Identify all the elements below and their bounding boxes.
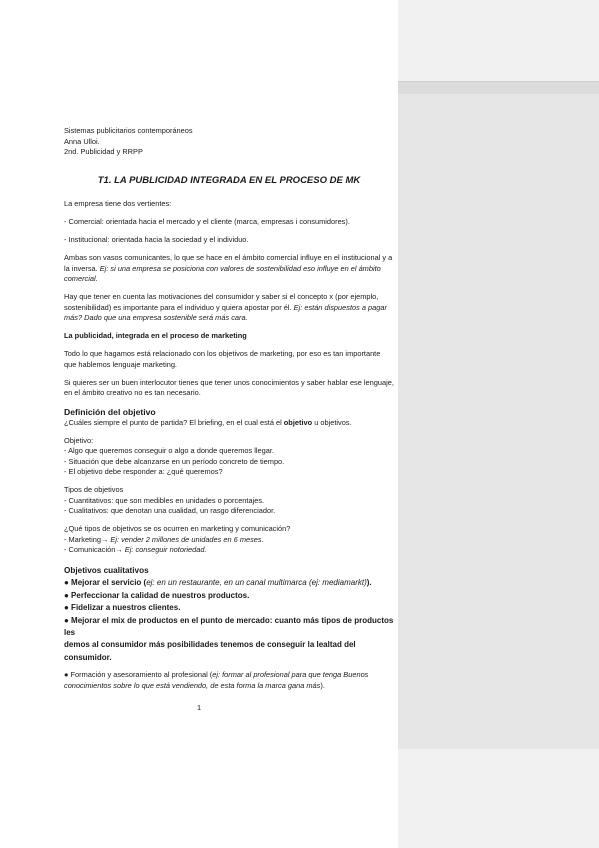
document-header <box>64 126 394 158</box>
b1-example: ej: en un restaurante, en un canal multimarca (ej: mediamarkt) <box>146 578 367 588</box>
intro-paragraph-2: - Comercial: orientada hacia el mercado y el cliente (marca, empresas i consumidores). <box>64 217 350 227</box>
intro-p5-example: Ej: están dispuestos a pagar más? Dado que una empresa sostenible será más cara. <box>64 302 387 323</box>
section1-paragraph-2: Si quieres ser un buen interlocutor tienes que tener unos conocimientos y saber hablar ese lenguaje, en el ámbito creativo no es tan necesario. <box>64 377 394 398</box>
intro-paragraph-5 <box>64 292 394 324</box>
header-author: Anna Ulloi. <box>64 136 100 146</box>
objetivo-label: Objetivo: <box>64 435 94 445</box>
b5-pre: ● Formación y asesoramiento al profesional ( <box>64 670 213 680</box>
q-post: u objetivos. <box>312 417 352 427</box>
b5-post: ). <box>320 680 325 690</box>
com-example: Ej: conseguir notoriedad. <box>124 545 207 555</box>
b1-pre: ● Mejorar el servicio ( <box>64 578 147 588</box>
objetivo-item-1: - Algo que queremos conseguir o algo a donde queremos llegar. <box>64 446 274 456</box>
q-pre: ¿Cuáles siempre el punto de partida? El briefing, en el cual está el <box>64 417 284 427</box>
comment-balloon[interactable] <box>398 94 599 749</box>
header-course: Sistemas publicitarios contemporáneos <box>64 126 193 135</box>
objetivo-item-3: - El objetivo debe responder a: ¿qué queremos? <box>64 467 223 477</box>
document-title: T1. LA PUBLICIDAD INTEGRADA EN EL PROCESO DE MK <box>97 174 361 186</box>
cualitativo-item-5 <box>64 670 394 691</box>
section-heading-cualitativos: Objetivos cualitativos <box>64 565 149 575</box>
intro-p4-example: Ej: si una empresa se posiciona con valores de sostenibilidad eso influye en el ámbito comercial. <box>64 263 381 284</box>
cualitativo-item-4b: demos al consumidor más posibilidades tenemos de conseguir la lealtad del consumidor. <box>64 640 356 662</box>
intro-paragraph-4 <box>64 253 394 285</box>
b1-post: ). <box>366 578 372 588</box>
q-bold: objetivo <box>283 417 313 427</box>
tipos-block <box>64 485 394 517</box>
objetivo-block <box>64 436 394 478</box>
comunicacion-example <box>64 545 394 556</box>
tipos-question-block <box>64 524 394 556</box>
section1-paragraph-1: Todo lo que hagamos está relacionado con los objetivos de marketing, por eso es tan importante que hablemos lenguaje marketing. <box>64 349 381 369</box>
b5-example: ej: formar al profesional para que tenga Buenos conocimientos sobre lo que está vendiendo, de esta forma la marca gana más <box>64 670 369 690</box>
tipos-item-1: - Cuantitativos: que son medibles en unidades o porcentajes. <box>64 495 265 505</box>
tipos-question: ¿Qué tipos de objetivos se os ocurren en marketing y comunicación? <box>64 524 291 534</box>
section2-question <box>64 418 394 429</box>
mk-example: Ej: vender 2 millones de unidades en 6 meses. <box>110 534 264 544</box>
intro-p4-text: Ambas son vasos comunicantes, lo que se hace en el ámbito comercial influye en el institucional y a la inversa. <box>64 253 393 273</box>
cualitativo-item-1 <box>64 577 394 589</box>
section-heading-publicidad: La publicidad, integrada en el proceso de marketing <box>64 331 247 341</box>
section-heading-definicion: Definición del objetivo <box>64 406 156 417</box>
comment-header[interactable] <box>398 81 599 94</box>
cualitativo-item-4a: ● Mejorar el mix de productos en el punto de mercado: cuanto más tipos de productos les <box>64 615 394 637</box>
cualitativos-list <box>64 577 394 664</box>
marketing-example <box>64 535 394 546</box>
com-pre: - Comunicación→ <box>64 545 125 555</box>
mk-pre: - Marketing→ <box>64 534 111 544</box>
intro-paragraph-1: La empresa tiene dos vertientes: <box>64 199 172 209</box>
page-content <box>64 126 394 699</box>
header-degree: 2nd. Publicidad y RRPP <box>64 147 143 157</box>
cualitativo-item-2: ● Perfeccionar la calidad de nuestros productos. <box>64 590 250 600</box>
tipos-label: Tipos de objetivos <box>64 485 124 495</box>
page-number: 1 <box>196 703 202 712</box>
cualitativo-item-3: ● Fidelizar a nuestros clientes. <box>64 603 181 613</box>
tipos-item-2: - Cualitativos: que denotan una cualidad, un rasgo diferenciador. <box>64 506 276 516</box>
intro-paragraph-3: - Institucional: orientada hacia la sociedad y el individuo. <box>64 235 249 245</box>
comments-pane <box>398 0 599 848</box>
objetivo-item-2: - Situación que debe alcanzarse en un período concreto de tiempo. <box>64 456 285 466</box>
intro-p5-text: Hay que tener en cuenta las motivaciones del consumidor y saber si el concepto x (por ejemplo, sostenibilidad) es importante para el individuo y quiera apostar por él. <box>64 292 379 312</box>
